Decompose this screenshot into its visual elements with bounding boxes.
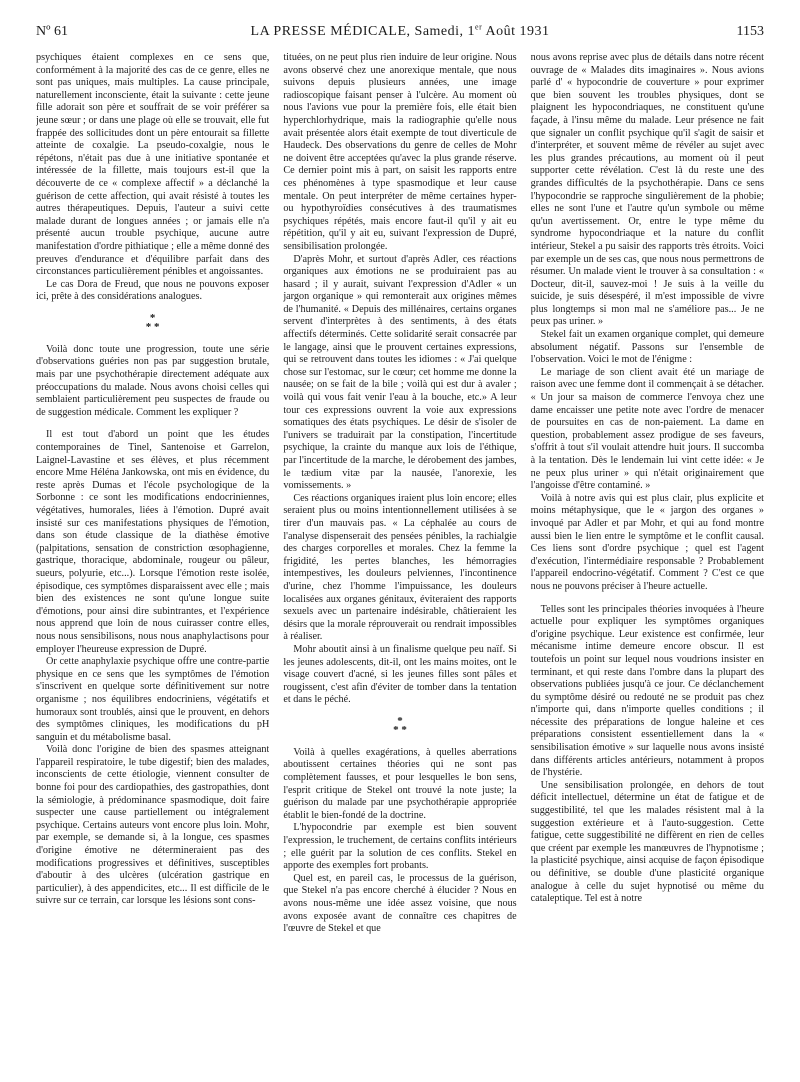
separator-stars-bottom: * * [393,723,407,736]
page-number: 1153 [736,24,764,39]
page-header [36,22,764,42]
paragraph: Or cette anaphylaxie psychique offre une contre-partie physique en ce sens que les symptômes de l'émotion s'inscrivent en quelque sorte définitivement sur notre organisme ; nos équilibres endocriniens, végétatifs et humoraux sont troublés, ainsi que le prouvent, en dehors des symptômes cliniques, les modifications du pH sanguin et du métabolisme basal. [36,656,270,743]
paragraph: tituées, on ne peut plus rien induire de leur origine. Nous avons observé chez une anorexique mentale, que nous suivons depuis plusieurs années, une image radioscopique faisant penser à l'ulcère. Au moment où nous l'avions vue pour la première fois, elle était bien hyperchlorhydrique, mais la radiographie qu'elle nous avait présentée alors était exempte de tout diverticule de Haudeck. Des observations du genre de celles de Mohr ne doivent être acceptées qu'avec la plus grande réserve. Ce dernier point mis à part, on saisit les rapports entre ces phénomènes à type spasmodique et leur cause mentale. On peut interpréter de même certaines hyper- ou hypothyroïdies consécutives à des traumatismes psychiques répétés, mais encore faut-il qu'il y ait eu répétition, qu'il y ait eu, suivant l'expression de Dupré, sensibilisation prolongée. [283,52,517,252]
paragraph: D'après Mohr, et surtout d'après Adler, ces réactions organiques aux émotions ne se produiraient pas au hasard ; il y aurait, suivant l'expression d'Adler « un jargon organique » qui remonterait aux origines mêmes de l'humanité. « Depuis des millénaires, certains organes servent d'interprètes à des sentiments, à des états affectifs déterminés. Cette solidarité serait consacrée par le langage, ainsi que le prouvent certaines expressions, qui se retrouvent dans toutes les idiomes : « J'ai quelque chose sur l'estomac, sur le cœur; cet homme me donne la nausée; on se fait de la bile ; voilà qui est dur à avaler ; voilà qui vous fait venir l'eau à la bouche, etc.» A leur tour ces expressions ouvrent la voie aux expressions somatiques des états psychiques. Le désir de s'isoler de l'univers se traduirait par la constipation, l'incertitude psychique, la crainte du manque aux lois de l'éthique, par l'incertitude de la marche, le dérobement des jambes, le tædium vitæ par la nausée, l'anorexie, les vomissements. » [283,253,517,492]
separator-stars-bottom: * * [145,320,160,333]
paragraph: Telles sont les principales théories invoquées à l'heure actuelle pour expliquer les symptômes organiques d'origine psychique. Leur existence est confirmée, leur mécanisme intime demeure encore obscur. Il est toutefois un point sur lequel nous voudrions insister en terminant, et qui reste dans l'ombre dans la plupart des observations publiées jusqu'à ce jour. Ce déclanchement du symptôme désiré ou redouté ne se produit pas chez n'importe qui, dans n'importe quelles conditions ; il nécessite des préparations de longue haleine et ces préparations consistent essentiellement dans la « sensibilisation émotive » sur laquelle nous avons insisté dans différents articles antérieurs, notamment à propos de l'hystérie. [530,603,764,779]
paragraph: nous avons reprise avec plus de détails dans notre récent ouvrage de « Malades dits imaginaires ». Nous avions parlé d' « hypocondrie de couverture » pour exprimer que bien souvent les troubles physiques, dont se plaignent les hypocondriaques, ne constituent qu'une façade, à l'insu même du malade. Leur présence ne fait que signaler un conflit psychique qu'il s'agit de saisir et d'interpréter, et souvent même de révéler au sujet avec les plus grandes précautions, au moment où il peut supporter cette révélation. C'est là du reste une des grandes difficultés de la psychothérapie. Dans ce sens l'hypocondrie se rapproche singulièrement de la phobie; elles ne sont l'une et l'autre qu'un symbole ou même qu'un avertissement. Or, entre le type même du syndrome hypocondriaque et la nature du conflit intérieur, Stekel a pu saisir des rapports très étroits. Voici par exemple un de ses cas, que nous nous permettrons de résumer. Un malade vient le trouver à sa consultation : « Docteur, dit-il, sauvez-moi ! Je suis à la veille du suicide, je suis désespéré, il m'est impossible de vivre plus longtemps si mon mal ne s'améliore pas... Je ne peux pas uriner. » [530,52,764,328]
paragraph: Une sensibilisation prolongée, en dehors de tout déficit intellectuel, détermine un état de fatigue et de suggestibilité, tel que les malades résistent mal à la suggestion extérieure et à l'auto-suggestion. Cette fatigue, cette suggestibilité ne diffèrent en rien de celles que créent par exemple les manœuvres de l'hypnotisme ; la plasticité psychique, ainsi acquise de façon épisodique ou définitive, se double d'une plasticité organique analogue à celle du sujet hypnotisé ou même du cataleptique. Tel est à notre [530,779,764,905]
separator-star-top: * [149,311,156,324]
paragraph: Le mariage de son client avait été un mariage de raison avec une femme dont il commençait à se détacher. « Un jour sa maison de commerce l'envoya chez une dame encaisser une petite note avec l'ordre de menacer de poursuites en cas de non-paiement. La dame en question, probablement assez prodigue de ses faveurs, s'offrit à tout s'il voulait attendre huit jours. Il succomba à la tentation. Dès le lendemain lui vint cette idée: « Je ne peux plus uriner » qui n'était originairement que l'angoisse d'être contaminé. » [530,366,764,492]
paragraph: Mohr aboutit ainsi à un finalisme quelque peu naïf. Si les jeunes adolescents, dit-il, ont les mains moites, ont le visage couvert d'acné, si les jeunes filles sont pâles et rougissent, c'est afin d'éviter de tomber dans la tentation et dans le péché. [283,643,517,706]
paragraph: Ces réactions organiques iraient plus loin encore; elles seraient plus ou moins intentionnellement utilisées à se tirer d'un mauvais pas. « La céphalée au cours de l'analyse dispenserait des pensées pénibles, la rachialgie des charges corporelles et morales. Chez la femme la frigidité, les pertes blanches, les hémorragies intempestives, les douleurs pelviennes, l'incontinence d'urine, chez l'homme l'impuissance, les douleurs localisées aux organes génitaux, éviteraient des rapports sexuels avec un partenaire indésirable, châtieraient les désirs que la morale réprouverait ou rendrait impossibles à réaliser. [283,492,517,643]
section-separator [36,311,269,333]
date-day-suffix: er [475,22,483,32]
paragraph: Le cas Dora de Freud, que nous ne pouvons exposer ici, prête à des considérations analogues. [36,278,270,303]
paragraph: L'hypocondrie par exemple est bien souvent l'expression, le truchement, de certains conflits intérieurs ; elle guérit par la solution de ces conflits. Stekel en apporte des exemples fort probants. [283,822,517,872]
paragraph: Voilà à quelles exagérations, à quelles aberrations aboutissent certaines théories qui ne sont pas complètement fausses, et pour lesquelles le bon sens, l'esprit critique de Stekel ont trouvé la note juste; la guérison du malade par une psychothérapie appropriée établit le bien-fondé de la doctrine. [283,746,517,821]
running-title [36,22,764,42]
date-day: 1 [467,24,476,39]
paragraph: Voilà à notre avis qui est plus clair, plus explicite et moins métaphysique, que le « jargon des organes » invoqué par Adler et par Mohr, et qui au fond montre aussi bien le lien entre le symptôme et le conflit causal. Ces liens sont d'ordre psychique ; quel est l'agent d'exécution, l'intermédiaire responsable ? Probablement l'appareil endocrino-végétatif. Comment ? C'est ce que nous ne pouvons préciser à l'heure actuelle. [530,492,764,592]
date-month-year: Août 1931 [485,24,550,39]
article-body [36,52,764,1072]
separator-star-top: * [397,714,403,727]
column-3 [531,52,764,1072]
paragraph: Quel est, en pareil cas, le processus de la guérison, que Stekel n'a pas encore cherché à élucider ? Nous en avons nous-même une idée assez voisine, que nous avons exposée avant de connaître ces chapitres de l'œuvre de Stekel et que [283,872,517,935]
column-1 [36,52,269,1072]
paragraph: Stekel fait un examen organique complet, qui demeure absolument négatif. Passons sur l'ensemble de l'observation. Voici le mot de l'énigme : [530,329,764,366]
paragraph: Voilà donc toute une progression, toute une série d'observations guéries non pas par suggestion brutale, mais par une psychothérapie directement adéquate aux préoccupations du malade. Nous avons choisi celles qui semblaient particulièrement peu suspectes de fraude ou de suggestion médicale. Comment les expliquer ? [36,343,270,418]
journal-title: LA PRESSE MÉDICALE, Samedi, [250,24,464,39]
issue-number: Nº 61 [36,24,68,39]
column-2 [283,52,516,1072]
paragraph: Il est tout d'abord un point que les études contemporaines de Tinel, Santenoise et Garrelon, Laignel-Lavastine et ses élèves, et plus récemment encore Mme Héléna Jankowska, ont mis en évidence, du reste après Dumas et l'école psychologique de la Sorbonne : ce sont les modifications endocriniennes, végétatives, humorales, liées à l'émotion. Dupré avait insisté sur ces manifestations physiques de l'émotion, dans son étude classique de la diathèse émotive (palpitations, sensation de constriction œsophagienne, gastrique, thoracique, abdominale, rougeur ou pâleur, sueurs, polyurie, etc...). Lorsque l'émotion reste isolée, épisodique, ces symptômes disparaissent avec elle ; mais bien des existences ne sont qu'une longue suite d'émotions, pour ainsi dire subintrantes, et l'expérience nous apprend que loin de nous cuirasser contre elles, nous nous sensibilisons, nous nous anaphylactisons pour employer l'heureuse expression de Dupré. [36,429,270,655]
paragraph: psychiques étaient complexes en ce sens que, conformément à la majorité des cas de ce genre, elles ne sont pas uniques, mais multiples. La cause principale, naturellement inconsciente, était la suivante : cette jeune fille adorait son père et souffrait de se voir préférer sa jeune sœur ; or dans une plage où elle se trouvait, elle fut frappée des sollicitudes dont un père entourait sa fillette atteinte de coxalgie. La pseudo-coxalgie, nous le répétons, n'était pas due à une initiative spontanée et intéressée de la fillette, mais toujours est-il que la découverte de ce « complexe affectif » a déclanché la guérison de cette affection, qui avait résisté à toutes les autres thérapeutiques. Depuis, l'auteur a suivi cette malade durant de longues années ; or jamais elle n'a présenté aucun trouble psychique, aucune autre manifestation d'ordre pithiatique ; elle a même donné des preuves d'endurance et d'équilibre parfait dans des circonstances particulièrement pénibles et angoissantes. [36,52,270,278]
paragraph: Voilà donc l'origine de bien des spasmes atteignant l'appareil respiratoire, le tube digestif; bien des malades, inconscients de cette étiologie, viennent consulter de bonne foi pour des cardiopathies, des gastropathies, dont la sémiologie, à prédominance spasmodique, doit faire suspecter une cause partiellement ou intégralement psychique. Certains auteurs vont encore plus loin. Mohr, par exemple, se demande si, à la longue, ces spasmes d'origine émotive ne détermineraient pas des modifications progressives et définitives, susceptibles d'aboutir à des ulcères (ulcération gastrique en particulier), à des appendicites, etc... Il est difficile de le suivre sur ce terrain, car lorsque les lésions sont cons- [36,744,270,907]
section-separator [283,714,516,736]
